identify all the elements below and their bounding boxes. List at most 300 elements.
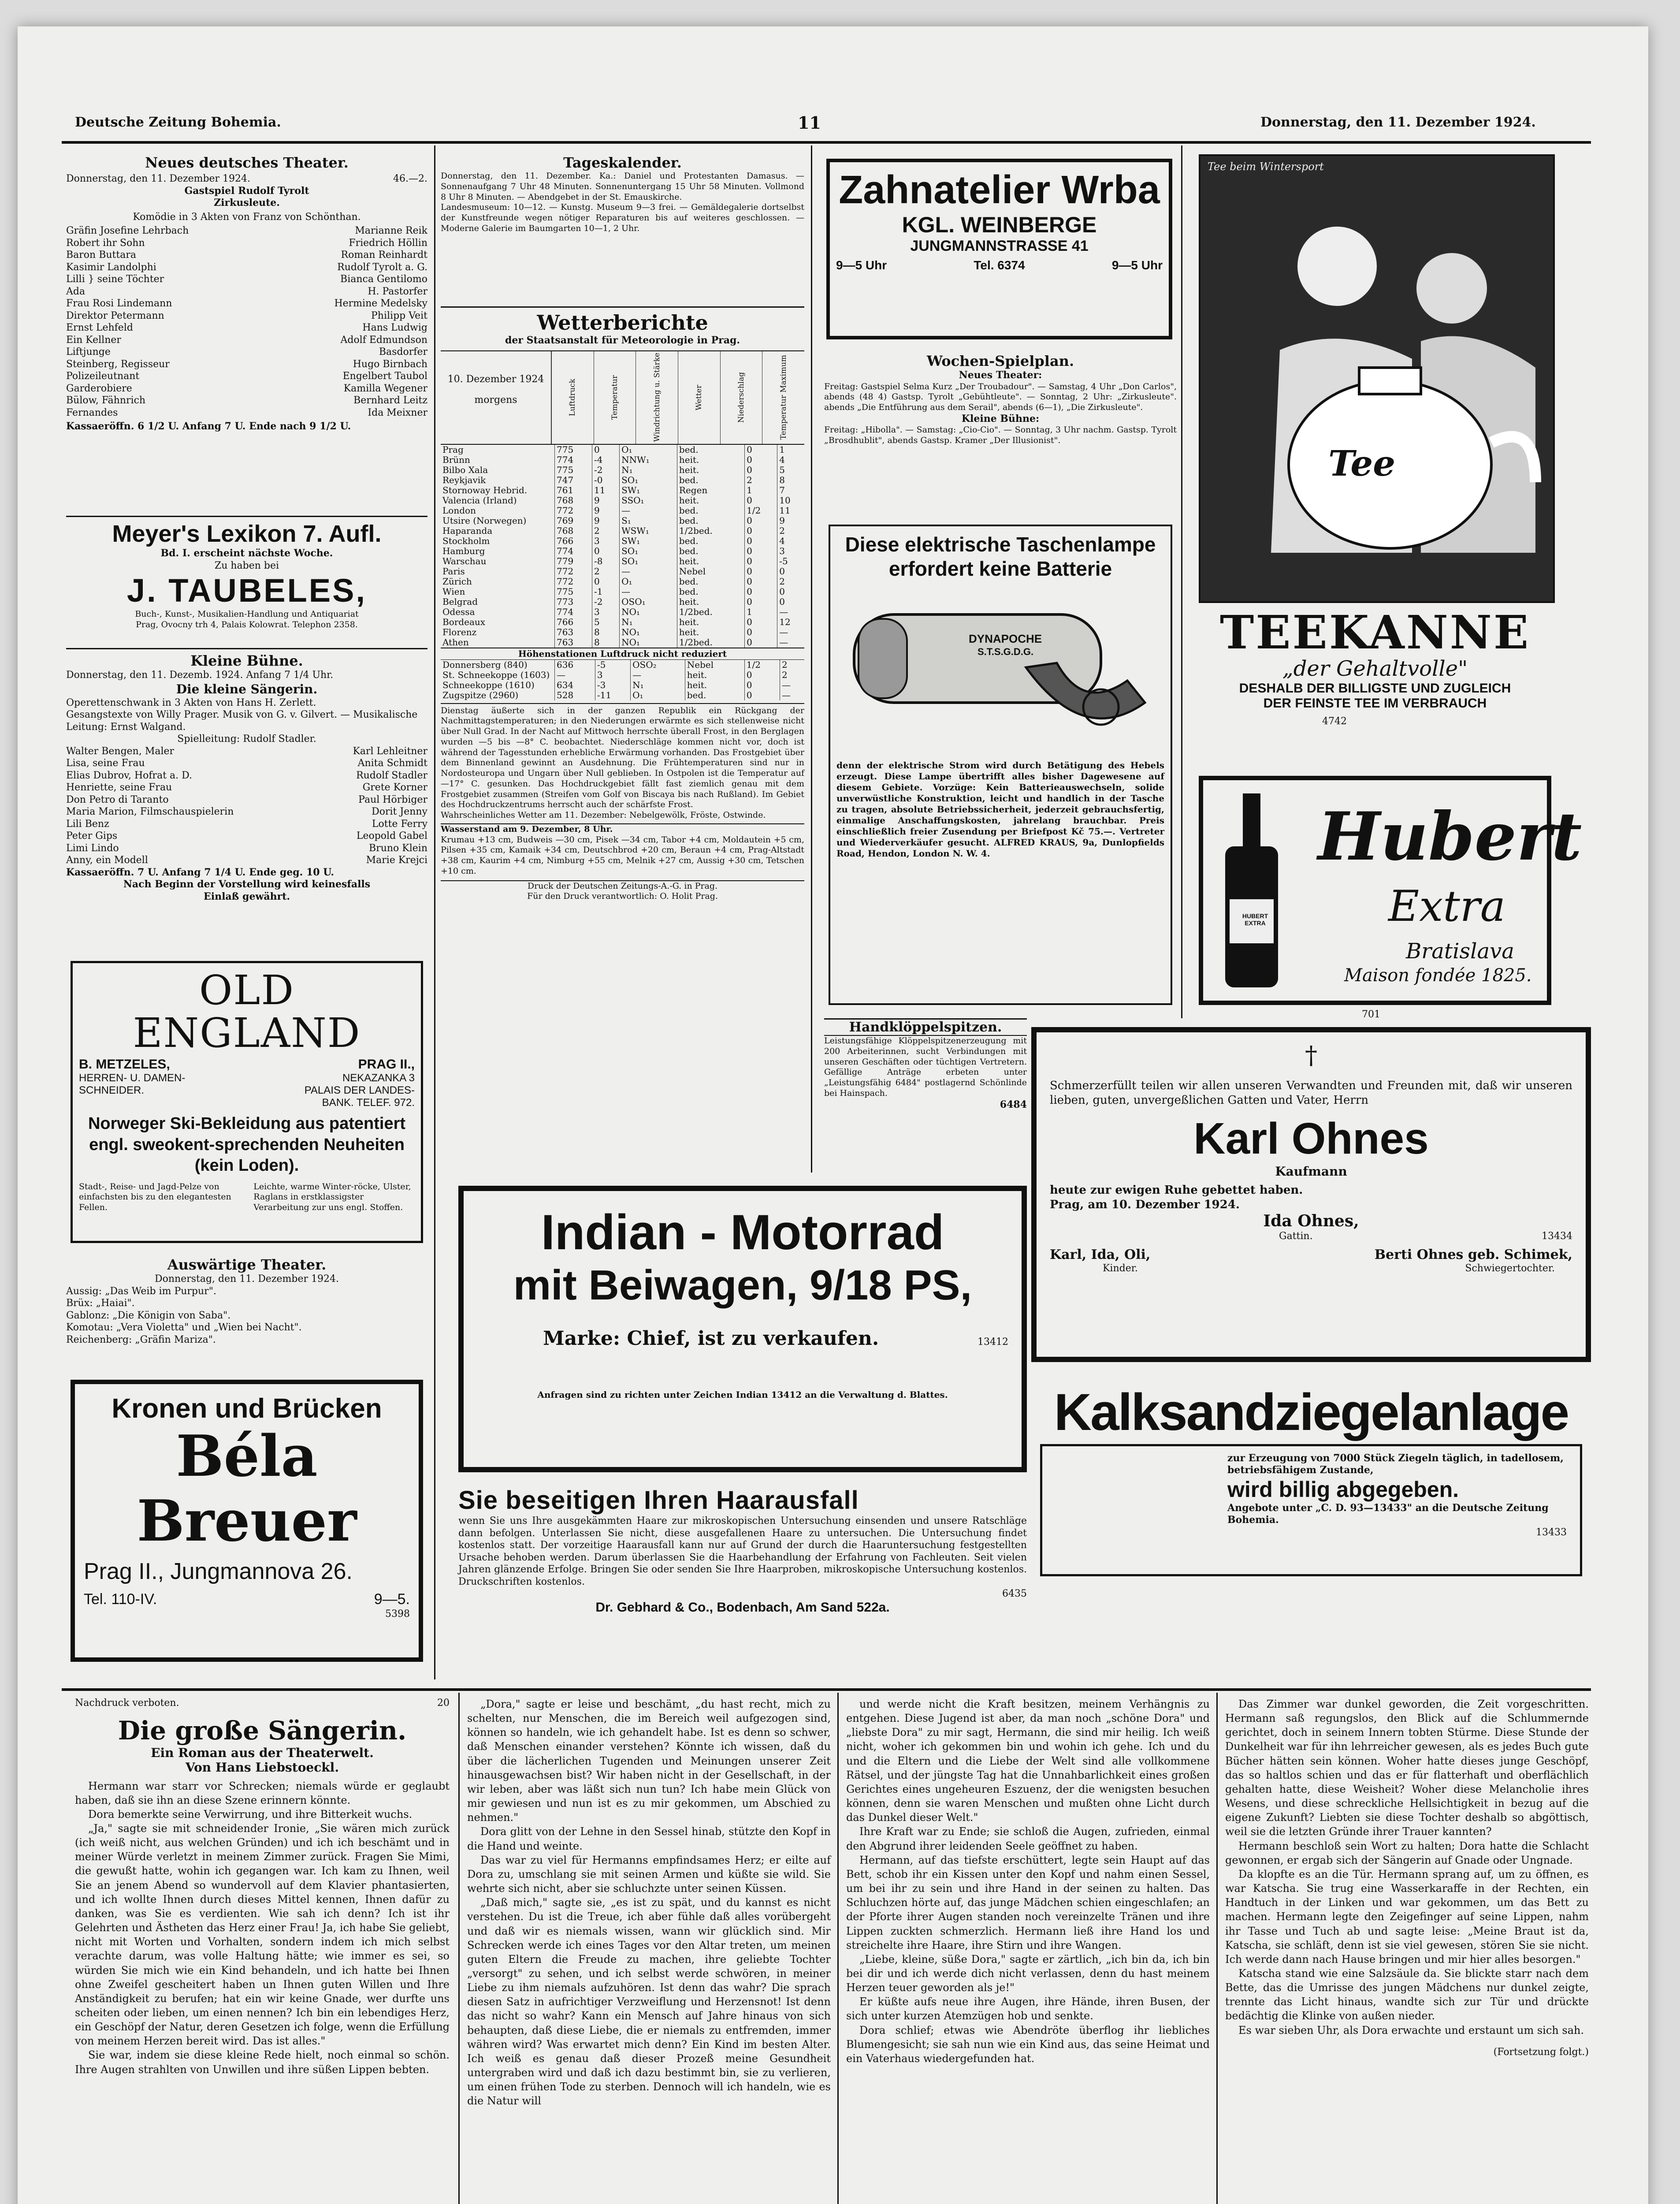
cast-role: Lisa, seine Frau [66, 758, 145, 769]
wetter-row [441, 690, 804, 700]
cast-role: Garderobiere [66, 383, 132, 394]
auswaertige-date: Donnerstag, den 11. Dezember 1924. [154, 1273, 339, 1284]
column-divider [837, 1693, 839, 2204]
wetter-cell: — [620, 587, 677, 597]
wetter-row [441, 536, 804, 546]
indian-line1: Indian - Motorrad [541, 1205, 944, 1260]
wetter-cell: 766 [555, 536, 592, 546]
wetter-cell: 4 [777, 536, 804, 546]
wetter-row [441, 485, 804, 495]
cast-role: Robert ihr Sohn [66, 237, 145, 249]
wetter-cell: 3 [777, 546, 804, 556]
story-paragraph: Es war sieben Uhr, als Dora erwachte und erstaunt um sich sah. [1238, 2024, 1584, 2036]
kleine-buehne-desc3: Spielleitung: Rudolf Stadler. [177, 733, 316, 745]
wetter-cell: -5 [777, 556, 804, 566]
meyers-sub1: Bd. I. erscheint nächste Woche. [160, 547, 333, 559]
wetter-cell: 7 [777, 485, 804, 495]
wetter-cell: 0 [745, 455, 777, 465]
wetter-cell: heit. [677, 455, 744, 465]
wetter-cell: bed. [677, 475, 744, 485]
wetter-row [441, 566, 804, 577]
flashlight-label2: S.T.S.G.D.G. [978, 646, 1034, 658]
wetter-col-head-label: Luftdruck [568, 378, 577, 417]
cast-row [66, 407, 427, 419]
handkloeppel-ad [824, 1018, 1027, 1111]
theater-neues-date: Donnerstag, den 11. Dezember 1924. [66, 173, 251, 184]
wetter-cell: 763 [555, 637, 592, 648]
wetter-cell: O₁ [631, 690, 685, 700]
theater-neues-guest: Gastspiel Rudolf Tyrolt [184, 185, 309, 197]
wochen-sub2: Kleine Bühne: [961, 413, 1040, 424]
cast-role: Steinberg, Regisseur [66, 358, 170, 370]
wetter-cell: bed. [677, 546, 744, 556]
story-column-1 [75, 1697, 450, 2077]
tageskalender-text2: Landesmuseum: 10—12. — Kunstg. Museum 9—3 frei. — Gemäldegalerie dortselbst der Kunstfreunde wegen nötiger Reparaturen bis auf weiteres geschlossen. — Moderne Galerie im Baumgarten 10—1, 2 Uhr. [441, 202, 804, 233]
wetter-hoehen-table [441, 660, 804, 700]
masthead-date: Donnerstag, den 11. Dezember 1924. [1260, 115, 1536, 130]
wetter-cell: 634 [555, 680, 595, 690]
wetter-cell: 773 [555, 597, 592, 607]
wetter-cell: 2 [745, 475, 777, 485]
wetter-cell: 0 [745, 617, 777, 627]
taschenlampe-ad [829, 525, 1172, 1005]
cast-actor: Bianca Gentilomo [340, 274, 427, 285]
wetter-station: Haparanda [442, 525, 493, 536]
cast-actor: Engelbert Taubol [342, 371, 427, 382]
wetter-cell: — [780, 690, 804, 700]
cast-role: Limi Lindo [66, 842, 119, 854]
haarausfall-num: 6435 [1002, 1588, 1027, 1599]
wetter-cell: NNW₁ [620, 455, 677, 465]
wetter-station: London [442, 505, 476, 516]
story-title: Die große Sängerin. [118, 1715, 407, 1746]
auswaertige-line: Reichenberg: „Gräfin Mariza". [66, 1334, 216, 1345]
wetter-cell: 772 [555, 577, 592, 587]
wochen-text2: Freitag: „Hibolla". — Samstag: „Cio-Cio". — Sonntag, 3 Uhr nachm. Gastsp. Tyrolt „Brosdhublit", abends Gastsp. Kramer „Der Illusionist". [824, 425, 1177, 445]
breuer-addr: Prag II., Jungmannova 26. [84, 1559, 353, 1585]
wetter-section [441, 311, 804, 902]
wetter-wasser: Krumau +13 cm, Budweis —30 cm, Pisek —34 cm, Tabor +4 cm, Moldautein +5 cm, Pilsen +35 cm, Kamaik +34 cm, Deutschbrod +20 cm, Beraun +4 cm, Prag-Altstadt +38 cm, Kaurim +4 cm, Nimburg +55 cm, Melnik +27 cm, Aussig +30 cm, Tetschen +10 cm. [441, 834, 804, 876]
haarausfall-text: wenn Sie uns Ihre ausgekämmten Haare zur mikroskopischen Untersuchung einsenden und unsere Ratschläge dann befolgen. Unterlassen Sie nicht, diese ausgefallenen Haare zu untersuchen. Die Untersuchung findet kostenlos statt. Der vorzeitige Haarausfall kann nur auf Grund der durch die Haaruntersuchung festgestellten Ursache behoben werden. Darum überlassen Sie die Haarbehandlung der Erfahrung von Fachleuten. Seit vielen Jahren glänzende Erfolge. Bringen Sie oder senden Sie Ihre Haarproben, mikroskopische Untersuchung kostenlos. Druckschriften kostenlos. [458, 1515, 1027, 1587]
cast-row [66, 334, 427, 346]
kalksand-ad [1031, 1384, 1591, 1576]
wetter-cell: 1/2 [744, 660, 780, 670]
cast-role: Direktor Petermann [66, 310, 164, 321]
ohnes-job: Kaufmann [1275, 1164, 1347, 1179]
ohnes-children: Karl, Ida, Oli, [1050, 1247, 1151, 1262]
wetter-cell: 3 [595, 670, 630, 680]
section-rule [441, 306, 804, 308]
wetter-cell: 9 [592, 516, 620, 526]
wetter-cell: 0 [745, 627, 777, 637]
cast-row [66, 794, 427, 806]
handkloeppel-num: 6484 [1000, 1098, 1027, 1110]
story-paragraph: Das war zu viel für Hermanns empfindsames Herz; er eilte auf Dora zu, umschlang sie mit seinen Armen und küßte sie wild. Sie wehrte sich nicht, aber sie schluchzte unter seinen Küssen. [467, 1854, 831, 1895]
story-paragraph: „Daß mich," sagte sie, „es ist zu spät, und du kannst es nicht verstehen. Du ist die Treue, ich aber fühle daß alles vorübergeht und daß wir es niemals wissen, wann wir glücklich sind. Mir Schrecken werde ich eines Tages vor den Altar treten, um meinen guten Eltern die Freude zu machen, ihre geliebte Tochter „versorgt" zu sehen, und ich selbst werde schwören, in meiner Liebe zu ihm niemals aufzuhören. Ist denn das wahr? Die sprach diesen Satz in aufrichtiger Verzweiflung und Herzensnot! Ist denn das nicht so wahr? Kann ein Mensch auf Jahre hinaus von sich behaupten, daß diese Liebe, die er niemals zu entfremden, immer währen wird? Was erwartet mich denn? Ein Kind im besten Alter. Ich weiß es genau daß dieser Prozeß meine Gesundheit untergraben wird und daß ich dazu bestimmt bin, sie zu verlieren, um einen frühen Tode zu sterben. Dennoch will ich handeln, wie es die Natur will [467, 1896, 831, 2107]
indian-line2: mit Beiwagen, 9/18 PS, [513, 1261, 972, 1309]
teekanne-line2: DER FEINSTE TEE IM VERBRAUCH [1263, 696, 1487, 711]
cast-row [66, 770, 427, 782]
wetter-station: Schneekoppe (1610) [442, 679, 535, 690]
cast-row [66, 818, 427, 830]
wetter-text: Dienstag äußerte sich in der ganzen Republik ein Rückgang der Nachmittagstemperaturen; in den Niederungen erwärmte es sich stellenweise nicht über Null Grad. In der Nacht auf Mittwoch herrschte überall Frost, in den Berglagen wurden —5 bis —8° C. beobachtet. Niederschläge kommen nicht vor, doch ist während der Tagesstunden erhebliche Erwärmung vorhanden. Das Frostgebiet über dem Binnenland gewinnt an Ausdehnung. Die Frühtemperaturen sind nur in Nordosteuropa und Ungarn über Null geblieben. In Ostpolen ist die Temperatur auf —17° C. gesunken. Das Hochdruckgebiet fällt fast ziemlich genau mit dem Frostgebiet zusammen (Streifen vom Golf von Biscaya bis nach Rußland). Im Gebiet des Hochdruckzentrums herrscht auch der schärfste Frost. [441, 703, 804, 811]
indian-footer: Anfragen sind zu richten unter Zeichen Indian 13412 an die Verwaltung d. Blattes. [537, 1389, 948, 1400]
wetter-cell: heit. [685, 670, 744, 680]
story-paragraph: „Dora," sagte er leise und beschämt, „du hast recht, mich zu schelten, nur Menschen, die im Bereich weil aufgezogen sind, können so handeln, wie ich gehandelt habe. Ist es denn so schwer, daß Menschen einander verstehen? Könnte ich wissen, daß du über die lächerlichen Tugenden und Meinungen unserer Zeit hinausgewachsen bist? Wir haben nicht in der Gesellschaft, in der wir leben, aber was läßt sich nun tun? Ich habe mein Glück von mir gewiesen und nun ist es zu mir gekommen, um Abschied zu nehmen." [467, 1698, 831, 1824]
wetter-cell: 8 [777, 475, 804, 485]
story-column-2 [467, 1697, 831, 2108]
wetter-cell: 774 [555, 546, 592, 556]
zahnatelier-hours1: 9—5 Uhr [836, 258, 887, 272]
wetter-cell: 0 [744, 690, 780, 700]
wetter-station: Paris [442, 566, 465, 577]
wetter-row [441, 577, 804, 587]
cast-actor: Roman Reinhardt [341, 249, 427, 261]
meyers-addr2: Prag, Ovocny trh 4, Palais Kolowrat. Telephon 2358. [136, 619, 358, 629]
wetter-cell: 0 [745, 556, 777, 566]
wetter-sub: der Staatsanstalt für Meteorologie in Prag. [505, 335, 740, 346]
teekanne-teapot-label: Tee [1328, 443, 1396, 484]
wetter-row [441, 556, 804, 566]
wetter-cell: — [777, 607, 804, 617]
wetter-cell: S₁ [620, 516, 677, 526]
wetter-station: Prag [442, 444, 464, 455]
story-paragraph: Hermann, auf das tiefste erschüttert, legte sein Haupt auf das Bett, schob ihr ein Kissen unter den Kopf und nahm einen Sessel, um bei ihr zu sein und ihre Hand in der seinen zu halten. Das Schluchzen hörte auf, das junge Mädchen schien eingeschlafen; an der Pforte ihrer Augen standen noch vereinzelte Tränen und ihre Lippen zuckten schmerzlich. Hermann ließ ihre Hand los und streichelte ihre Haare, ihre Stirn und ihre Wangen. [846, 1854, 1210, 1951]
story-paragraph: Hermann war starr vor Schrecken; niemals würde er geglaubt haben, daß sie ihn an diese Szene erinnern könnte. [75, 1780, 450, 1806]
cast-row [66, 273, 427, 286]
wetter-cell: 775 [555, 587, 592, 597]
wetter-col-head-label: Windrichtung u. Stärke [652, 353, 662, 442]
kalksand-text: zur Erzeugung von 7000 Stück Ziegeln täglich, in tadellosem, betriebsfähigem Zustande, [1227, 1452, 1564, 1476]
wetter-row [441, 546, 804, 556]
cast-role: Polizeileutnant [66, 371, 140, 382]
hubert-since: Maison fondée 1825. [1344, 965, 1532, 986]
old-england-right3: PALAIS DER LANDES- [304, 1084, 415, 1097]
story-author: Von Hans Liebstoeckl. [185, 1760, 339, 1775]
wetter-cell: 772 [555, 566, 592, 577]
wetter-col-head [762, 351, 804, 444]
wetter-station: Florenz [442, 626, 477, 637]
tageskalender-section [441, 154, 804, 234]
bottle-icon [1212, 785, 1291, 996]
hubert-num: 701 [1362, 1009, 1380, 1020]
bottle-label: HUBERT EXTRA [1242, 912, 1268, 927]
wetter-col-head [636, 351, 678, 444]
cast-role: Gräfin Josefine Lehrbach [66, 225, 189, 236]
cast-actor: Marianne Reik [355, 225, 427, 236]
cast-row [66, 310, 427, 322]
cast-role: Frau Rosi Lindemann [66, 298, 172, 309]
wetter-cell: 772 [555, 506, 592, 516]
cast-role: Elias Dubrov, Hofrat a. D. [66, 770, 192, 781]
cast-role: Fernandes [66, 407, 118, 418]
wetter-cell: 774 [555, 607, 592, 617]
wetter-cell: 11 [592, 485, 620, 495]
wetter-col-head [551, 351, 594, 444]
theater-neues-series: Zirkusleute. [214, 197, 280, 208]
cast-row [66, 346, 427, 358]
zahnatelier-name: Zahnatelier Wrba [839, 168, 1160, 212]
cast-row [66, 782, 427, 794]
wochen-sub: Neues Theater: [959, 369, 1042, 381]
wetter-cell: SO₁ [620, 556, 677, 566]
story-column-4 [1225, 1697, 1589, 2058]
feuilleton-rule [62, 1688, 1591, 1691]
wetter-cell: NO₁ [620, 607, 677, 617]
cast-role: Ada [66, 286, 85, 297]
taschenlampe-title2: erfordert keine Batterie [888, 557, 1112, 581]
meyers-ad [66, 520, 427, 630]
wetter-cell: heit. [677, 597, 744, 607]
cast-actor: Friedrich Höllin [349, 237, 427, 249]
kleine-buehne-desc2: Gesangstexte von Willy Prager. Musik von G. v. Gilvert. — Musikalische Leitung: Ernst Walgand. [66, 709, 418, 733]
wetter-row [441, 506, 804, 516]
wetter-cell: 8 [592, 637, 620, 648]
wetter-col-head-label: Temperatur Maximum [779, 355, 788, 440]
wetter-cell: -0 [592, 475, 620, 485]
tageskalender-title: Tageskalender. [563, 154, 682, 171]
kleine-buehne-section [66, 652, 427, 903]
kalksand-num: 13433 [1536, 1526, 1567, 1538]
meyers-addr1: Buch-, Kunst-, Musikalien-Handlung und Antiquariat [135, 609, 359, 619]
wetter-cell: -4 [592, 455, 620, 465]
wetter-station: Stockholm [442, 535, 490, 546]
story-column-3 [846, 1697, 1210, 2066]
wetter-cell: SO₁ [620, 546, 677, 556]
wetter-cell: bed. [677, 445, 744, 455]
cast-actor: Bernhard Leitz [353, 395, 427, 406]
wetter-cell: — [780, 680, 804, 690]
wetter-cell: -3 [595, 680, 630, 690]
wetter-cell: -5 [595, 660, 630, 670]
cast-actor: Paul Hörbiger [358, 794, 427, 805]
wetter-cell: — [555, 670, 595, 680]
wetter-cell: O₁ [620, 445, 677, 455]
wetter-station: Stornoway Hebrid. [442, 484, 528, 495]
cast-role: Liftjunge [66, 346, 111, 357]
wetter-cell: NO₁ [620, 637, 677, 648]
wetter-cell: bed. [685, 690, 744, 700]
section-rule [66, 516, 427, 517]
kleine-buehne-desc1: Operettenschwank in 3 Akten von Hans H. Zerlett. [66, 697, 316, 708]
wetter-cell: 0 [745, 597, 777, 607]
cast-actor: Marie Krejci [366, 855, 427, 866]
wetter-cell: bed. [677, 506, 744, 516]
cast-actor: Bruno Klein [369, 842, 427, 854]
teekanne-line1: DESHALB DER BILLIGSTE UND ZUGLEICH [1239, 681, 1511, 696]
wetter-cell: bed. [677, 536, 744, 546]
wetter-cell: 775 [555, 465, 592, 475]
wetter-row [441, 516, 804, 526]
skier-teapot-icon [1201, 156, 1553, 601]
ohnes-berti-role: Schwiegertochter. [1465, 1262, 1555, 1274]
wetter-cell: 5 [777, 465, 804, 475]
cast-actor: Kamilla Wegener [343, 383, 427, 394]
wetter-station: Reykjavik [442, 474, 486, 485]
kleine-buehne-note2: Einlaß gewährt. [203, 890, 290, 902]
column-divider [811, 145, 812, 1173]
wetter-cell: Nebel [677, 566, 744, 577]
newspaper-page [18, 26, 1648, 2204]
ohnes-num: 13434 [1542, 1231, 1572, 1242]
wetter-cell: 0 [745, 637, 777, 648]
cast-row [66, 830, 427, 842]
wochen-spielplan-section [824, 353, 1177, 446]
breuer-line1: Kronen und Brücken [112, 1393, 382, 1424]
wetter-cell: 0 [777, 587, 804, 597]
breuer-name: Béla Breuer [137, 1423, 357, 1555]
theater-neues-genre: Komödie in 3 Akten von Franz von Schönthan. [133, 211, 361, 223]
meyers-sub2: Zu haben bei [214, 560, 279, 571]
wetter-table [441, 445, 804, 648]
indian-num: 13412 [978, 1337, 1008, 1348]
wetter-cell: 5 [592, 617, 620, 627]
flashlight-illustration [836, 588, 1164, 756]
column-divider [1181, 145, 1182, 1018]
wetter-cell: 774 [555, 455, 592, 465]
cast-actor: H. Pastorfer [368, 286, 427, 297]
wetter-cell: SSO₁ [620, 495, 677, 506]
haarausfall-ad [458, 1485, 1027, 1615]
auswaertige-line: Gablonz: „Die Königin von Saba". [66, 1310, 231, 1321]
cast-row [66, 395, 427, 407]
ohnes-line2: Prag, am 10. Dezember 1924. [1050, 1198, 1240, 1211]
story-paragraph: Er küßte aufs neue ihre Augen, ihre Hände, ihren Busen, der sich unter kurzen Atemzügen hob und senkte. [846, 1996, 1210, 2022]
zahnatelier-ad [826, 159, 1172, 339]
story-num: 20 [437, 1698, 450, 1709]
old-england-right1: PRAG II., [358, 1057, 415, 1072]
kleine-buehne-cast [66, 745, 427, 867]
wetter-row [441, 495, 804, 506]
kalksand-title: Kalksandziegelanlage [1054, 1383, 1568, 1441]
zahnatelier-tel: Tel. 6374 [974, 258, 1025, 272]
meyers-title: Meyer's Lexikon 7. Aufl. [112, 521, 382, 547]
wetter-col-head [678, 351, 720, 444]
wetter-cell: bed. [677, 516, 744, 526]
wetter-station: Bordeaux [442, 616, 486, 627]
wetter-cell: NO₁ [620, 627, 677, 637]
wetter-cell: 2 [592, 566, 620, 577]
wetter-cell: N₁ [631, 680, 685, 690]
wetter-cell: -11 [595, 690, 630, 700]
wetter-date-label: 10. Dezember 1924 [447, 373, 544, 385]
wetter-col-head [594, 351, 636, 444]
wetter-cell: 12 [777, 617, 804, 627]
wetter-cell: 0 [592, 546, 620, 556]
wetter-station: Athen [442, 637, 469, 648]
theater-neues-section [66, 154, 427, 433]
breuer-hours: 9—5. [374, 1591, 410, 1608]
cast-actor: Ida Meixner [368, 407, 427, 418]
wetter-cell: O₁ [620, 577, 677, 587]
hubert-name: Hubert [1318, 798, 1582, 875]
page-number: 11 [798, 113, 821, 133]
wetter-cell: 0 [745, 526, 777, 536]
kleine-buehne-note1: Nach Beginn der Vorstellung wird keinesfalls [123, 879, 371, 890]
wetter-cell: 3 [592, 536, 620, 546]
wetter-cell: 9 [592, 506, 620, 516]
kleine-buehne-play: Die kleine Sängerin. [176, 681, 318, 696]
ohnes-intro: Schmerzerfüllt teilen wir allen unseren Verwandten und Freunden mit, daß wir unseren lieben, guten, unvergeßlichen Gatten und Vater, Herrn [1050, 1079, 1572, 1107]
wetter-cell: 9 [592, 495, 620, 506]
wetter-row [441, 597, 804, 607]
wetter-cell: 761 [555, 485, 592, 495]
wetter-row [441, 465, 804, 475]
teekanne-slogan: „der Gehaltvolle" [1282, 656, 1468, 681]
wetter-cell: 2 [592, 526, 620, 536]
indian-ad [458, 1186, 1027, 1472]
auswaertige-line: Aussig: „Das Weib im Purpur". [66, 1285, 216, 1297]
wetter-station: Brünn [442, 454, 470, 465]
wetter-cell: — [620, 566, 677, 577]
wetter-cell: 0 [745, 536, 777, 546]
wetter-cell: 8 [592, 627, 620, 637]
story-subtitle: Ein Roman aus der Theaterwelt. [151, 1745, 374, 1760]
wochen-title: Wochen-Spielplan. [926, 353, 1074, 369]
story-paragraph: Hermann beschloß sein Wort zu halten; Dora hatte die Schlacht gewonnen, er ergab sich der Sängerin auf Gnade oder Ungnade. [1225, 1839, 1589, 1866]
wetter-row [441, 475, 804, 485]
cast-row [66, 854, 427, 867]
cast-role: Walter Bengen, Maler [66, 745, 175, 757]
section-rule [66, 648, 427, 649]
wetter-column-headers [551, 351, 804, 444]
wetter-row [441, 607, 804, 617]
wetter-cell: 1/2bed. [677, 526, 744, 536]
old-england-ad [71, 961, 423, 1243]
ohnes-berti: Berti Ohnes geb. Schimek, [1374, 1247, 1572, 1262]
wetter-druck2: Für den Druck verantwortlich: O. Holit Prag. [527, 891, 718, 901]
wetter-cell: SW₁ [620, 536, 677, 546]
column-divider [1216, 1693, 1218, 2204]
cast-actor: Rudolf Tyrolt a. G. [337, 261, 427, 273]
cast-actor: Hermine Medelsky [334, 298, 427, 309]
cast-actor: Anita Schmidt [357, 758, 427, 769]
cast-row [66, 757, 427, 770]
auswaertige-line: Brüx: „Haiai". [66, 1298, 135, 1309]
wetter-station: Valencia (Irland) [442, 495, 517, 506]
cast-row [66, 383, 427, 395]
cast-actor: Grete Korner [362, 782, 427, 793]
cast-role: Don Petro di Taranto [66, 794, 169, 805]
old-england-right4: BANK. TELEF. 972. [322, 1097, 415, 1109]
haarausfall-footer: Dr. Gebhard & Co., Bodenbach, Am Sand 522a. [595, 1600, 890, 1615]
wetter-cell: OSO₁ [620, 597, 677, 607]
cast-role: Henriette, seine Frau [66, 782, 172, 793]
wetter-cell: 1 [745, 485, 777, 495]
auswaertige-title: Auswärtige Theater. [167, 1256, 327, 1273]
wetter-cell: 0 [744, 670, 780, 680]
wetter-row [441, 660, 804, 670]
story-paragraph: Sie war, indem sie diese kleine Rede hielt, noch einmal so schön. Ihre Augen strahlten von Unwillen und ihre süßen Lippen bebten. [75, 2049, 450, 2076]
wetter-cell: 747 [555, 475, 592, 485]
wetter-cell: SO₁ [620, 475, 677, 485]
cast-role: Baron Buttara [66, 249, 136, 261]
story-footer: (Fortsetzung folgt.) [1493, 2046, 1589, 2058]
wetter-station: Hamburg [442, 545, 485, 556]
cast-row [66, 261, 427, 274]
wetter-row [441, 455, 804, 465]
wetter-cell: heit. [677, 556, 744, 566]
story-paragraph: „Ja," sagte sie mit schneidender Ironie, „Sie wären mich zurück (ich weiß nicht, aus welchen Gründen) und ich ich beschämt und in meiner Würde verletzt in meinem Zimmer zurück. Fragen Sie Mimi, die gewußt hatte, wohin ich gegangen war. Ich kam zu Ihnen, weil Sie an jenem Abend so wundervoll auf dem Klavier phantasierten, und ich wollte Ihnen durch dieses Mittel kennen, Ihnen dafür zu danken, was Sie es verdienten. Wie sah ich denn? Ich ist ihr Gelehrten und Ästheten das Herz einer Frau! Ja, ich habe Sie geliebt, nicht mit Worten und Vorhalten, sondern indem ich mich selbst verachte darum, was volle Haltung hätte; wie immer es sei, so würden Sie mich wie ein Kind behandeln, und ich hatte bei Ihnen ohne Zweifel gescheitert haben un Ihnen guten Willen und Ihre Anständigkeit zu berufen; hat ein wir keine Gnade, wer durfte uns scheiten oder lieben, um einen nennen? Ich bin ein lebendiges Herz, ein Geschöpf der Natur, deren Gesetzen ich folge, wenn die Erfüllung von meinem Herzen bereit wird. Das ist alles." [75, 1822, 450, 2048]
wetter-cell: 0 [777, 566, 804, 577]
old-england-small-right: Leichte, warme Winter-röcke, Ulster, Raglans in erstklassigster Verarbeitung zur uns engl. Stoffen. [253, 1181, 411, 1213]
taschenlampe-title1: Diese elektrische Taschenlampe [845, 533, 1156, 556]
wetter-col-head [720, 351, 762, 444]
story-paragraph: Ihre Kraft war zu Ende; sie schloß die Augen, zufrieden, einmal den Abgrund ihrer leidenden Seele geöffnet zu haben. [846, 1825, 1210, 1852]
hubert-city: Bratislava [1406, 939, 1514, 964]
wetter-cell: N₁ [620, 465, 677, 475]
meyers-name: J. TAUBELES, [126, 572, 367, 609]
